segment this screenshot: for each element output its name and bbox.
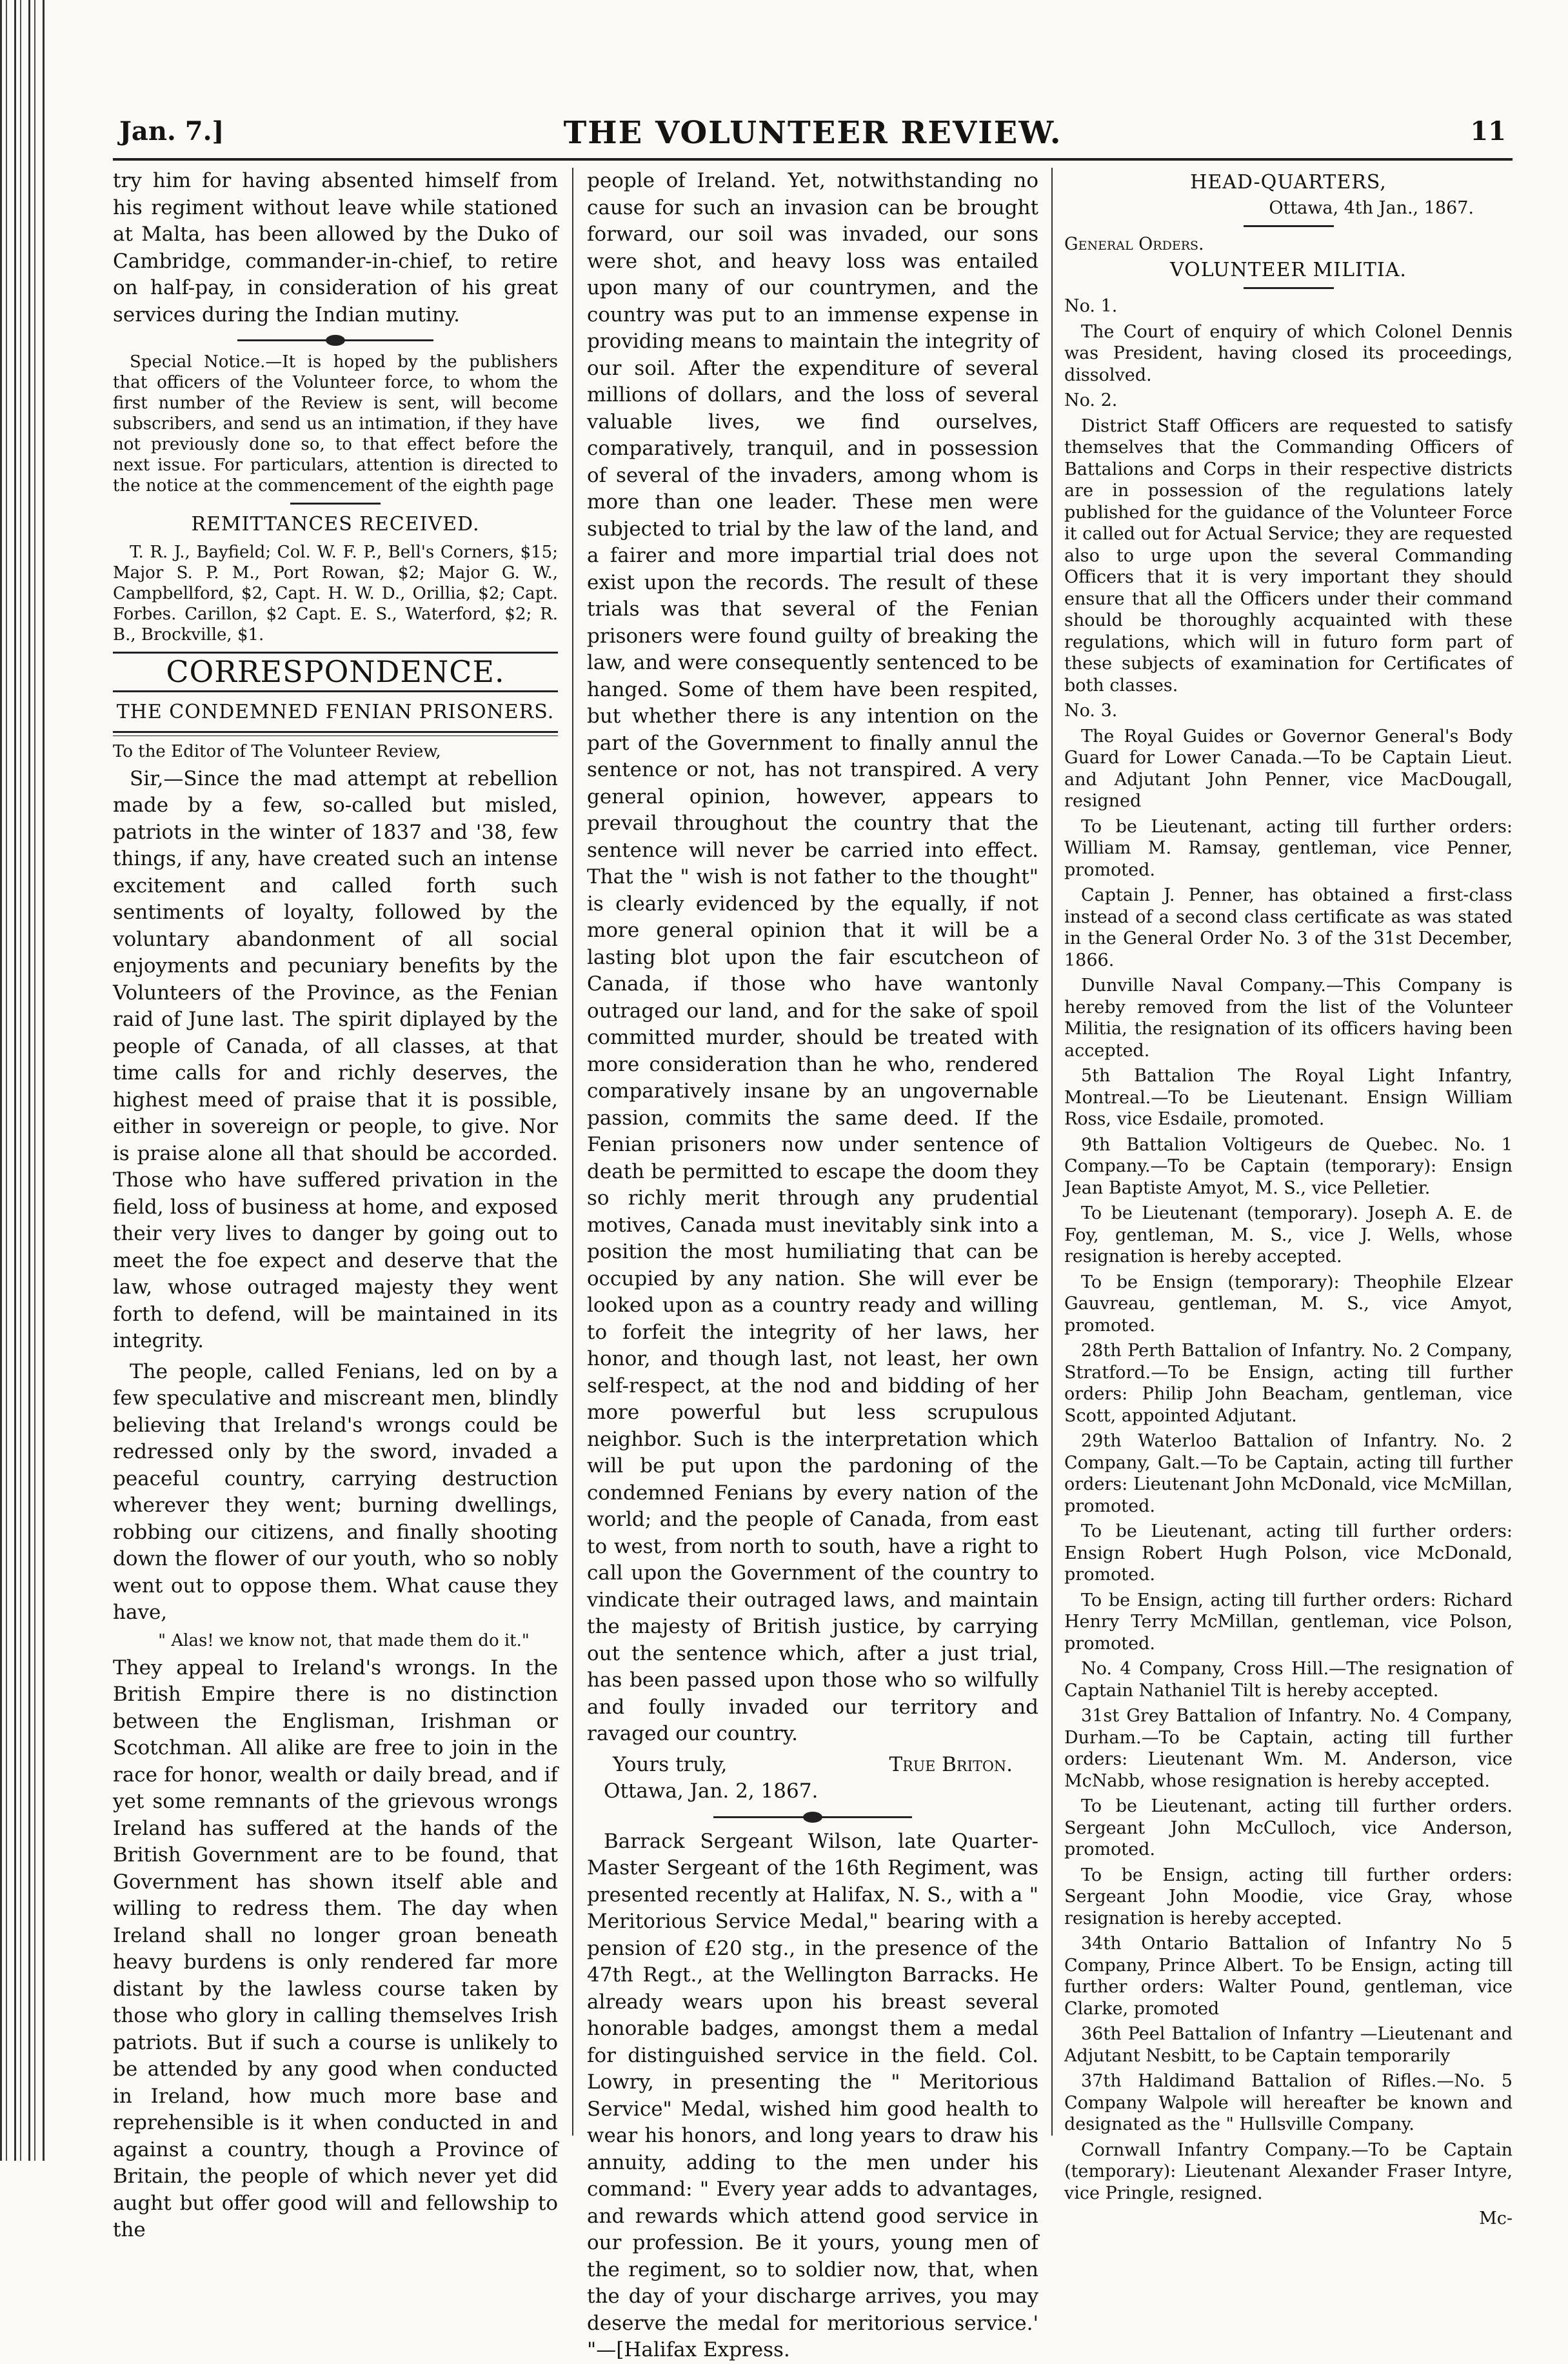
- catchword: Mc-: [1479, 2209, 1513, 2229]
- headquarters-heading: HEAD-QUARTERS,: [1190, 171, 1387, 194]
- column-3: [1064, 168, 1513, 2229]
- order-text: To be Lieutenant (temporary). Joseph A. E. de Foy, gentleman, M. S., vice J. Wells, whose resignation is hereby accepted.: [1064, 1203, 1513, 1267]
- ornamental-divider: [113, 332, 558, 348]
- letter-paragraph: They appeal to Ireland's wrongs. In the British Empire there is no distinction between the Englisman, Irishman or Scotchman. All alike are free to join in the race for honor, wealth or daily bread, and if yet some remnants of the grievous wrongs Ireland has suffered at the hands of the British Government are to be found, that Government has shown itself able and willing to redress them. The day when Ireland shall no longer groan beneath heavy burdens is only rendered far more distant by the lawless course taken by those who glory in calling themselves Irish patriots. But if such a course is unlikely to be attended by any good when conducted in Ireland, how much more base and reprehensible is it when conducted in and against a country, though a Province of Britain, the people of which never yet did aught but offer good will and fellowship to the: [113, 1656, 558, 2241]
- column-1: [113, 168, 558, 2241]
- order-text: 9th Battalion Voltigeurs de Quebec. No. 1 Company.—To be Captain (temporary): Ensign Jean Baptiste Amyot, M. S., vice Pelletier.: [1064, 1134, 1513, 1198]
- divider: [113, 731, 558, 736]
- divider: [1244, 225, 1334, 227]
- headquarters-date: Ottawa, 4th Jan., 1867.: [1269, 197, 1474, 218]
- order-number: No. 3.: [1064, 701, 1118, 721]
- correspondence-heading: CORRESPONDENCE.: [113, 652, 558, 693]
- order-text: 31st Grey Battalion of Infantry. No. 4 Company, Durham.—To be Captain, acting till further orders: Lieutenant Wm. M. Anderson, vice McNabb, whose resignation is hereby accepted.: [1064, 1706, 1513, 1791]
- order-text: Captain J. Penner, has obtained a first-class instead of a second class certificate as was stated in the General Order No. 3 of the 31st December, 1866.: [1064, 885, 1513, 970]
- news-paragraph: Barrack Sergeant Wilson, late Quarter-Master Sergeant of the 16th Regiment, was presented recently at Halifax, N. S., with a " Meritorious Service Medal," bearing with a pension of £20 stg., in the presence of the 47th Regt., at the Wellington Barracks. He already wears upon his breast several honorable badges, amongst them a medal for distinguished service in the field. Col. Lowry, in presenting the " Meritorious Service" Medal, wished him good health to wear his honors, and long years to draw his annuity, adding to the men under his command: " Every year adds to advantages, and rewards which attend good service in our profession. Be it yours, young men of the regiment, so to soldier now, that, when the day of your discharge arrives, you may deserve the medal for meritorious service.' "—[Halifax Express.: [587, 1829, 1038, 2361]
- letter-paragraph: The people, called Fenians, led on by a few speculative and miscreant men, blindly believing that Ireland's wrongs could be redressed only by the sword, invaded a peaceful country, carrying destruction wherever they went; burning dwellings, robbing our citizens, and finally shooting down the flower of our youth, who so nobly went out to oppose them. What cause they have,: [113, 1359, 558, 1624]
- column-rule: [1051, 168, 1053, 2136]
- letter-paragraph: Sir,—Since the mad attempt at rebellion made by a few, so-called but misled, patriots in the winter of 1837 and '38, few things, if any, have created such an intense excitement and called forth such sentiments of loyalty, followed by the voluntary abandonment of all social enjoyments and pecuniary benefits by the Volunteers of the Province, as the Fenian raid of June last. The spirit diplayed by the people of Canada, of all classes, at that time calls for and richly deserves, the highest meed of praise that it is possible, either in sovereign or people, to give. Nor is praise alone all that should be accorded. Those who have suffered privation in the field, loss of business at home, and exposed their very lives to danger by going out to meet the foe expect and deserve that the law, whose outraged majesty they went forth to defend, will be maintained in its integrity.: [113, 766, 558, 1352]
- newspaper-page: [113, 110, 1513, 2361]
- column-2: [587, 168, 1038, 2361]
- masthead: [113, 110, 1513, 155]
- issue-date: Jan. 7.]: [119, 116, 224, 146]
- order-text: 28th Perth Battalion of Infantry. No. 2 Company, Stratford.—To be Ensign, acting till further orders: Philip John Beacham, gentleman, vice Scott, appointed Adjutant.: [1064, 1341, 1513, 1426]
- order-text: 37th Haldimand Battalion of Rifles.—No. 5 Company Walpole will hereafter be known and designated as the " Hullsville Company.: [1064, 2071, 1513, 2134]
- order-text: District Staff Officers are requested to satisfy themselves that the Commanding Officers of Battalions and Corps in their respective districts are in possession of the regulations lately published for the guidance of the Volunteer Force it called out for Actual Service; they are requested also to urge upon the several Commanding Officers that it is very important they should ensure that all the Officers under their command should be thoroughly acquainted with these regulations, which will in futuro form part of these subjects of examination for Certificates of both classes.: [1064, 416, 1513, 696]
- order-text: To be Lieutenant, acting till further orders: Ensign Robert Hugh Polson, vice McDonald, promoted.: [1064, 1521, 1513, 1585]
- order-text: To be Lieutenant, acting till further orders. Sergeant John McCulloch, vice Anderson, promoted.: [1064, 1796, 1513, 1859]
- order-number: No. 1.: [1064, 296, 1118, 316]
- intro-paragraph: try him for having absented himself from his regiment without leave while stationed at Malta, has been allowed by the Duko of Cambridge, commander-in-chief, to retire on half-pay, in consideration of his great services during the Indian mutiny.: [113, 169, 558, 326]
- general-orders-label: General Orders.: [1064, 234, 1204, 254]
- order-text: To be Ensign, acting till further orders: Sergeant John Moodie, vice Gray, whose resignation is hereby accepted.: [1064, 1865, 1513, 1928]
- letter-paragraph: people of Ireland. Yet, notwithstanding no cause for such an invasion can be brought forward, our soil was invaded, our sons were shot, and heavy loss was entailed upon many of our countrymen, and the country was put to an immense expense in providing means to maintain the integrity of our soil. After the expenditure of several millions of dollars, and the loss of several valuable lives, we find ourselves, comparatively, tranquil, and in possession of several of the invaders, among whom is more than one leader. These men were subjected to trial by the law of the land, and a fairer and more impartial trial does not exist upon the records. The result of these trials was that several of the Fenian prisoners were found guilty of breaking the law, and were consequently sentenced to be hanged. Some of them have been respited, but whether there is any intention on the part of the Government to finally annul the sentence or not, has not transpired. A very general opinion, however, appears to prevail throughout the country that the sentence will never be carried into effect. That the " wish is not father to the thought" is clearly evidenced by the equally, if not more general opinion that it will be a lasting blot upon the fair escutcheon of Canada, if those who have wantonly outraged our land, and for the sake of spoil committed murder, should be treated with more consideration than he who, rendered comparatively insane by an ungovernable passion, commits the same deed. If the Fenian prisoners now under sentence of death be permitted to escape the doom they so richly merit through any prudential motives, Canada must inevitably sink into a position the most humiliating that can be occupied by any nation. She will ever be looked upon as a country ready and willing to forfeit the integrity of her laws, her honor, and though last, not least, her own self-respect, at the nod and bidding of her more powerful but less scrupulous neighbor. Such is the interpretation which will be put upon the pardoning of the condemned Fenians by every nation of the world; and the people of Canada, from east to west, from north to south, have a right to call upon the Government of the country to vindicate their outraged laws, and maintain the majesty of British justice, by carrying out the sentence which, after a just trial, has been passed upon those who so wilfully and foully invaded our territory and ravaged our country.: [587, 169, 1038, 1745]
- order-text: 29th Waterloo Battalion of Infantry. No. 2 Company, Galt.—To be Captain, acting till further orders: Lieutenant John McDonald, vice McMillan, promoted.: [1064, 1431, 1513, 1516]
- order-text: Cornwall Infantry Company.—To be Captain (temporary): Lieutenant Alexander Fraser Intyre, vice Pringle, resigned.: [1064, 2139, 1513, 2203]
- publication-title: THE VOLUNTEER REVIEW.: [563, 115, 1062, 151]
- order-number: No. 2.: [1064, 390, 1118, 410]
- order-text: The Court of enquiry of which Colonel Dennis was President, having closed its proceedings, dissolved.: [1064, 321, 1513, 385]
- remittances-heading: REMITTANCES RECEIVED.: [191, 513, 480, 536]
- letter-heading: THE CONDEMNED FENIAN PRISONERS.: [116, 701, 555, 723]
- order-text: Dunville Naval Company.—This Company is hereby removed from the list of the Volunteer Militia, the resignation of its officers having been accepted.: [1064, 976, 1513, 1061]
- order-text: To be Ensign (temporary): Theophile Elzear Gauvreau, gentleman, M. S., vice Amyot, promoted.: [1064, 1272, 1513, 1336]
- ornamental-divider: [587, 1809, 1038, 1825]
- divider: [290, 503, 381, 505]
- letter-dateline: Ottawa, Jan. 2, 1867.: [604, 1779, 819, 1803]
- signer: True Briton.: [889, 1752, 1013, 1776]
- salutation: To the Editor of The Volunteer Review,: [113, 741, 441, 761]
- quotation: " Alas! we know not, that made them do it.": [158, 1630, 530, 1650]
- column-rule: [572, 168, 573, 2136]
- binding-edge: [0, 0, 45, 2161]
- divider: [1244, 287, 1334, 289]
- closing: Yours truly,: [613, 1752, 728, 1776]
- order-text: 5th Battalion The Royal Light Infantry, Montreal.—To be Lieutenant. Ensign William Ross, vice Esdaile, promoted.: [1064, 1066, 1513, 1129]
- order-text: 36th Peel Battalion of Infantry —Lieutenant and Adjutant Nesbitt, to be Captain temporarily: [1064, 2024, 1513, 2066]
- order-text: To be Lieutenant, acting till further orders: William M. Ramsay, gentleman, vice Penner, promoted.: [1064, 816, 1513, 880]
- masthead-rule: [113, 158, 1513, 161]
- order-text: 34th Ontario Battalion of Infantry No 5 Company, Prince Albert. To be Ensign, acting till further orders: Walter Pound, gentleman, vice Clarke, promoted: [1064, 1934, 1513, 2019]
- letter-signature: [587, 1752, 1038, 1779]
- order-text: The Royal Guides or Governor General's Body Guard for Lower Canada.—To be Captain Lieut. and Adjutant John Penner, vice MacDougall, resigned: [1064, 726, 1513, 811]
- order-text: No. 4 Company, Cross Hill.—The resignation of Captain Nathaniel Tilt is hereby accepted.: [1064, 1659, 1513, 1701]
- militia-heading: VOLUNTEER MILITIA.: [1170, 258, 1407, 281]
- special-notice: Special Notice.—It is hoped by the publishers that officers of the Volunteer force, to whom the first number of the Review is sent, will become subscribers, and send us an intimation, if they have not previously done so, to that effect before the next issue. For particulars, attention is directed to the notice at the commencement of the eighth page: [113, 352, 558, 496]
- remittances-list: T. R. J., Bayfield; Col. W. F. P., Bell's Corners, $15; Major S. P. M., Port Rowan, $2; Major G. W., Campbellford, $2, Capt. H. W. D., Orillia, $2; Capt. Forbes. Carillon, $2 Capt. E. S., Waterford, $2; R. B., Brockville, $1.: [113, 542, 558, 645]
- page-number: 11: [1470, 116, 1506, 146]
- order-text: To be Ensign, acting till further orders: Richard Henry Terry McMillan, gentleman, vice Polson, promoted.: [1064, 1590, 1513, 1654]
